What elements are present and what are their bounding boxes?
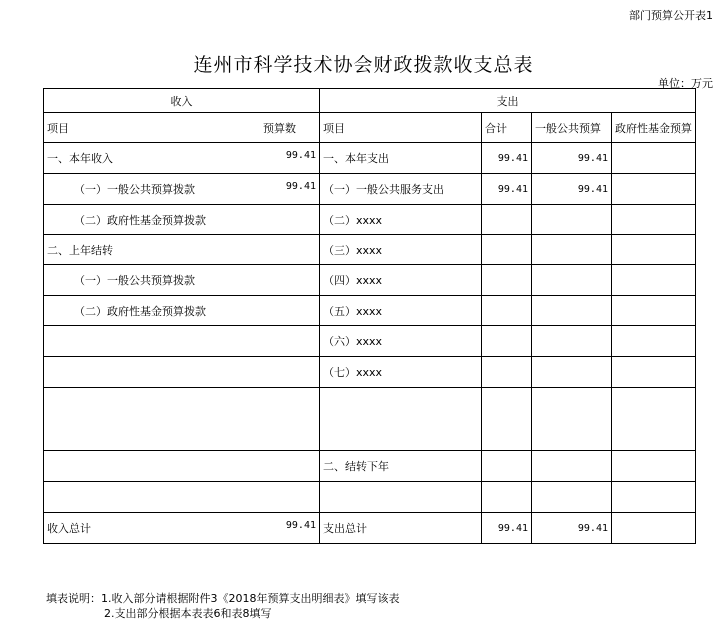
- expense-item-label: （二）xxxx: [320, 205, 482, 235]
- expense-general-value: [532, 326, 612, 357]
- income-item-cell: [44, 235, 320, 265]
- expense-general-total-value: 99.41: [532, 513, 612, 544]
- expense-total-label: 支出总计: [320, 513, 482, 544]
- item-right-header: 项目: [320, 113, 482, 143]
- expense-total-value: [482, 482, 532, 513]
- form-code: 部门预算公开表1: [629, 9, 713, 22]
- expense-total-value: [482, 296, 532, 326]
- income-item-label: 二、上年结转: [47, 243, 113, 257]
- income-item-label: （二）政府性基金预算拨款: [74, 213, 206, 227]
- table-row: [44, 265, 696, 296]
- expense-item-label: （五）xxxx: [320, 296, 482, 326]
- fill-notes: [46, 591, 400, 621]
- income-item-cell: [44, 357, 320, 388]
- expense-total-value: [482, 235, 532, 265]
- expense-total-value: 99.41: [482, 174, 532, 205]
- income-item-cell: [44, 482, 320, 513]
- item-left-header: 项目: [47, 121, 69, 135]
- income-header: 收入: [44, 89, 320, 113]
- expense-item-label: （六）xxxx: [320, 326, 482, 357]
- expense-total-value: 99.41: [482, 143, 532, 174]
- income-item-cell: [44, 265, 320, 296]
- header-row-groups: [44, 89, 696, 113]
- expense-fund-value: [612, 482, 696, 513]
- expense-fund-value: [612, 326, 696, 357]
- expense-fund-value: [612, 235, 696, 265]
- expense-general-value: [532, 388, 612, 451]
- income-item-value: 99.41: [285, 181, 316, 192]
- expense-item-label: 二、结转下年: [320, 451, 482, 482]
- income-item-label: （一）一般公共预算拨款: [74, 274, 195, 287]
- expense-fund-value: [612, 357, 696, 388]
- expense-item-label: [320, 388, 482, 451]
- table-row: [44, 451, 696, 482]
- expense-total-value: [482, 326, 532, 357]
- expense-item-label: 一、本年支出: [320, 143, 482, 174]
- income-total-value: 99.41: [285, 520, 316, 531]
- expense-total-value: [482, 388, 532, 451]
- expense-item-label: [320, 482, 482, 513]
- income-total-label: 收入总计: [47, 522, 91, 535]
- budget-amount-header: 预算数: [263, 121, 296, 135]
- expense-fund-value: [612, 174, 696, 205]
- unit-label: 单位：万元: [658, 77, 713, 90]
- expense-fund-value: [612, 265, 696, 296]
- table-row: [44, 388, 696, 451]
- page-title: 连州市科学技术协会财政拨款收支总表: [193, 54, 534, 76]
- fund-budget-header: 政府性基金预算: [612, 113, 696, 143]
- expense-item-label: （七）xxxx: [320, 357, 482, 388]
- expense-item-label: （四）xxxx: [320, 265, 482, 296]
- expense-general-value: [532, 235, 612, 265]
- expense-general-value: [532, 296, 612, 326]
- expense-header: 支出: [320, 89, 696, 113]
- expense-fund-total-value: [612, 513, 696, 544]
- header-row-columns: [44, 113, 696, 143]
- budget-table: [43, 88, 696, 544]
- expense-total-value: 99.41: [482, 513, 532, 544]
- expense-fund-value: [612, 388, 696, 451]
- expense-general-value: [532, 357, 612, 388]
- expense-item-label: （三）xxxx: [320, 235, 482, 265]
- income-column-headers: [44, 113, 320, 143]
- expense-general-value: [532, 451, 612, 482]
- income-item-cell: [44, 388, 320, 451]
- table-row: [44, 143, 696, 174]
- income-item-cell: [44, 174, 320, 205]
- income-item-value: 99.41: [285, 150, 316, 161]
- income-item-cell: [44, 296, 320, 326]
- income-total-cell: [44, 513, 320, 544]
- expense-general-value: 99.41: [532, 174, 612, 205]
- expense-general-value: 99.41: [532, 143, 612, 174]
- income-item-cell: [44, 326, 320, 357]
- general-budget-header: 一般公共预算: [532, 113, 612, 143]
- note-line-1: 填表说明：1.收入部分请根据附件3《2018年预算支出明细表》填写该表: [46, 592, 400, 605]
- expense-fund-value: [612, 205, 696, 235]
- income-item-label: 一、本年收入: [47, 152, 113, 165]
- expense-general-value: [532, 205, 612, 235]
- table-row: [44, 174, 696, 205]
- income-item-label: （二）政府性基金预算拨款: [74, 304, 206, 318]
- table-row: [44, 205, 696, 235]
- table-row: [44, 326, 696, 357]
- totals-row: [44, 513, 696, 544]
- expense-total-value: [482, 357, 532, 388]
- expense-general-value: [532, 482, 612, 513]
- expense-total-value: [482, 265, 532, 296]
- expense-general-value: [532, 265, 612, 296]
- expense-total-value: [482, 205, 532, 235]
- table-row: [44, 235, 696, 265]
- expense-fund-value: [612, 296, 696, 326]
- table-row: [44, 296, 696, 326]
- expense-fund-value: [612, 451, 696, 482]
- income-item-label: （一）一般公共预算拨款: [74, 183, 195, 196]
- note-line-2: 2.支出部分根据本表表6和表8填写: [104, 607, 272, 620]
- total-header: 合计: [482, 113, 532, 143]
- expense-item-label: （一）一般公共服务支出: [320, 174, 482, 205]
- table-row: [44, 357, 696, 388]
- expense-fund-value: [612, 143, 696, 174]
- income-item-cell: [44, 143, 320, 174]
- expense-total-value: [482, 451, 532, 482]
- income-item-cell: [44, 451, 320, 482]
- income-item-cell: [44, 205, 320, 235]
- table-row: [44, 482, 696, 513]
